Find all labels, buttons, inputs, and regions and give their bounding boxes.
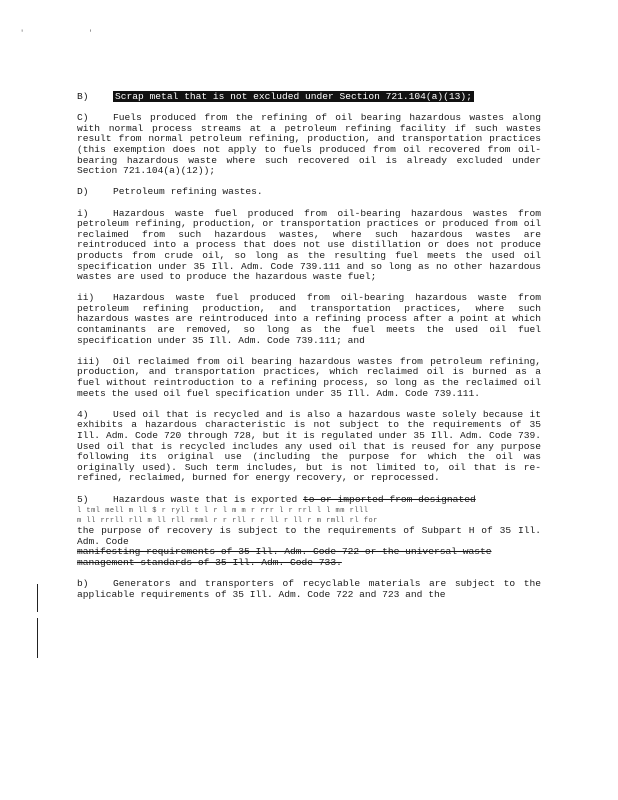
paragraph-c-fuels — [77, 113, 541, 177]
change-bar-2 — [37, 618, 38, 658]
paragraph-text: Hazardous waste that is exported — [113, 493, 298, 505]
paragraph-b-scrap-metal — [77, 92, 541, 103]
change-bar-1 — [37, 584, 38, 612]
paragraph-text: Hazardous waste fuel produced from oil-bearing hazardous wastes from petroleum refining, production, or transportation practices or produced from oil reclaimed from such hazardous wastes, where such hazardous wastes are reintroduced into a process that does not use distillation or does not produce products from crude oil, so long as the resulting fuel meets the used oil specification under 35 Ill. Adm. Code 739.111 and so long as no other hazardous wastes are used to produce the hazardous waste fuel; — [77, 207, 541, 283]
struck-text: to or imported from designated — [303, 493, 476, 505]
highlighted-text: Scrap metal that is not excluded under Section 721.104(a)(13); — [115, 91, 472, 102]
paragraph-label: B) — [77, 91, 89, 102]
document-body — [77, 92, 541, 611]
paragraph-text: Hazardous waste fuel produced from oil-bearing hazardous waste from petroleum refining production, and transportation practices, where such hazardous wastes are reintroduced into a refining process after a point at which contaminants are removed, so long as the fuel meets the used oil fuel specification under 35 Ill. Adm. Code 739.111; and — [77, 292, 541, 346]
paragraph-label: iii) — [77, 355, 101, 367]
paragraph-label: D) — [77, 186, 89, 198]
paragraph-iii — [77, 357, 541, 399]
paragraph-label: 5) — [77, 493, 89, 505]
paragraph-text: Generators and transporters of recyclable materials are subject to the applicable requirements of 35 Ill. Adm. Code 722 and 723 and the — [77, 578, 541, 600]
para5-first-line — [77, 495, 541, 506]
paragraph-i — [77, 209, 541, 283]
scan-specks: ' ' — [20, 30, 123, 38]
paragraph-text: Fuels produced from the refining of oil bearing hazardous wastes along with normal process streams at a petroleum refining facility if such wastes result from normal petroleum refining, production, and transportation practices (this exemption does not apply to fuels produced from oil recovered from oil-bearing hazardous waste where such recovered oil is already excluded under Section 721.104(a)(12)); — [77, 112, 541, 177]
paragraph-text: Oil reclaimed from oil bearing hazardous wastes from petroleum refining, production, and transportation practices, which reclaimed oil is burned as a fuel without reintroduction to a refining process, so long as the reclaimed oil meets the used oil fuel specification under 35 Ill. Adm. Code 739.111. — [77, 355, 541, 399]
struck-text: manifesting requirements of 35 Ill. Adm. Code 722 or the universal waste — [77, 546, 492, 558]
paragraph-text: Used oil that is recycled and is also a hazardous waste solely because it exhibits a hazardous characteristic is not subject to the requirements of 35 Ill. Adm. Code 720 through 728, but it is regulated under 35 Ill. Adm. Code 739. Used oil that is recycled includes any used oil that is reused for any purpose following its original use (including the purpose for which the oil was originally used). Such term includes, but is not limited to, oil that is re-refined, reclaimed, burned for energy recovery, or reprocessed. — [77, 408, 541, 484]
paragraph-text: the purpose of recovery is subject to the requirements of Subpart H of 35 Ill. Adm. Code — [77, 525, 541, 547]
paragraph-label: b) — [77, 578, 89, 590]
garbled-inserted-line: l tml mell m ll $ r ryll t l r l m m r rrr l r rrl l l mm rlll — [77, 507, 369, 516]
paragraph-label: i) — [77, 207, 89, 219]
paragraph-label: 4) — [77, 408, 89, 420]
paragraph-b-generators — [77, 579, 541, 600]
paragraph-4-used-oil — [77, 410, 541, 484]
paragraph-ii — [77, 293, 541, 346]
paragraph-text: Petroleum refining wastes. — [113, 186, 263, 198]
struck-text: management standards of 35 Ill. Adm. Code 733. — [77, 556, 342, 568]
paragraph-label: C) — [77, 112, 89, 124]
paragraph-label: ii) — [77, 292, 95, 304]
garbled-inserted-line: m ll rrrll rll m ll rll rmml r r rll r r ll r ll r m rmll rl for — [77, 517, 378, 526]
paragraph-5-exported — [77, 495, 541, 569]
paragraph-d-petroleum — [77, 187, 541, 198]
